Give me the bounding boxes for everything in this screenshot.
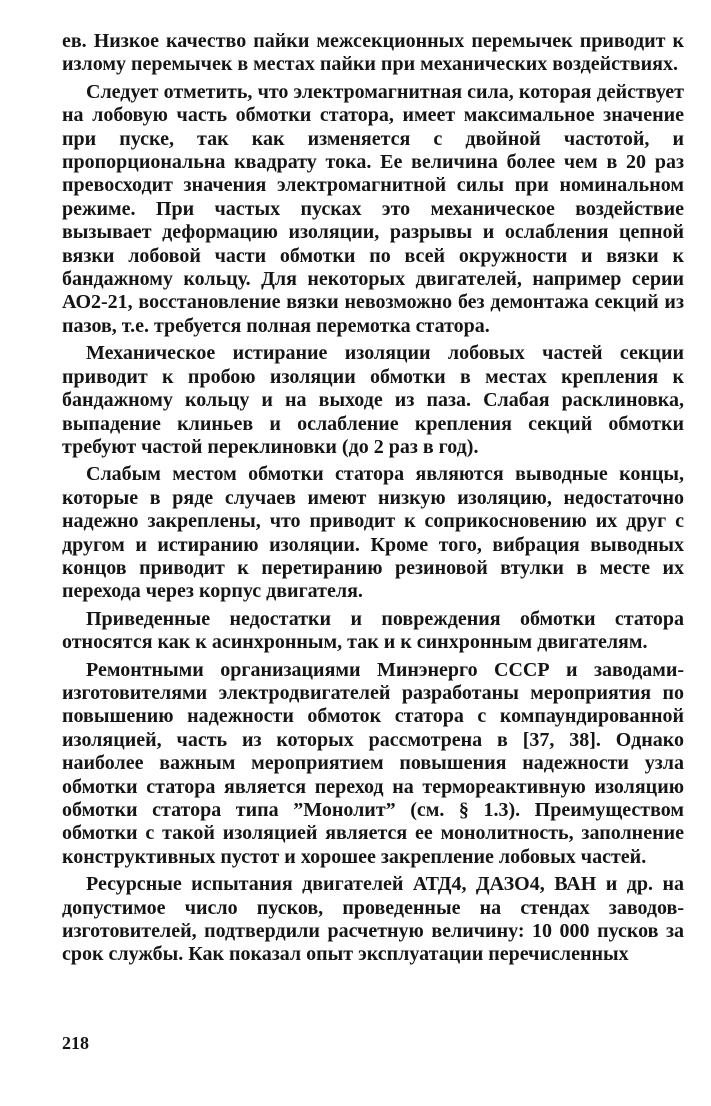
paragraph-6: Ремонтными организациями Минэнерго СССР и заводами-изготовителями электродвигателей разработаны мероприятия по повышению надежности обмоток статора с компаундированной изоляцией, часть из которых рассмотрена в [37, 38]. Однако наиболее важным мероприятием повышения надежности узла обмотки статора является переход на термореактивную изоляцию обмотки статора типа ”Монолит” (см. § 1.3). Преимуществом обмотки с такой изоляцией является ее монолитность, заполнение конструктивных пустот и хорошее закрепление лобовых частей. (62, 658, 684, 868)
paragraph-2: Следует отметить, что электромагнитная сила, которая действует на лобовую часть обмотки статора, имеет максимальное значение при пуске, так как изменяется с двойной частотой, и пропорциональна квадрату тока. Ее величина более чем в 20 раз превосходит значения электромагнитной силы при номинальном режиме. При частых пусках это механическое воздействие вызывает деформацию изоляции, разрывы и ослабления цепной вязки лобовой части обмотки по всей окружности и вязки к бандажному кольцу. Для некоторых двигателей, например серии АО2-21, восстановление вязки невозможно без демонтажа секций из пазов, т.е. требуется полная перемотка статора. (62, 80, 684, 337)
paragraph-4: Слабым местом обмотки статора являются выводные концы, которые в ряде случаев имеют низкую изоляцию, недостаточно надежно закреплены, что приводит к соприкосновению их друг с другом и истиранию изоляции. Кроме того, вибрация выводных концов приводит к перетиранию резиновой втулки в месте их перехода через корпус двигателя. (62, 463, 684, 603)
document-page (62, 30, 684, 1090)
paragraph-3: Механическое истирание изоляции лобовых частей секции приводит к пробою изоляции обмотки в местах крепления к бандажному кольцу и на выходе из паза. Слабая расклиновка, выпадение клиньев и ослабление крепления секций обмотки требуют частой переклиновки (до 2 раз в год). (62, 342, 684, 458)
paragraph-1: ев. Низкое качество пайки межсекционных перемычек приводит к излому перемычек в местах пайки при механических воздействиях. (62, 30, 684, 76)
page-number: 218 (62, 1033, 89, 1053)
paragraph-7: Ресурсные испытания двигателей АТД4, ДАЗО4, ВАН и др. на допустимое число пусков, проведенные на стендах заводов-изготовителей, подтвердили расчетную величину: 10 000 пусков за срок службы. Как показал опыт эксплуатации перечисленных (62, 873, 684, 966)
paragraph-5: Приведенные недостатки и повреждения обмотки статора относятся как к асинхронным, так и к синхронным двигателям. (62, 607, 684, 654)
